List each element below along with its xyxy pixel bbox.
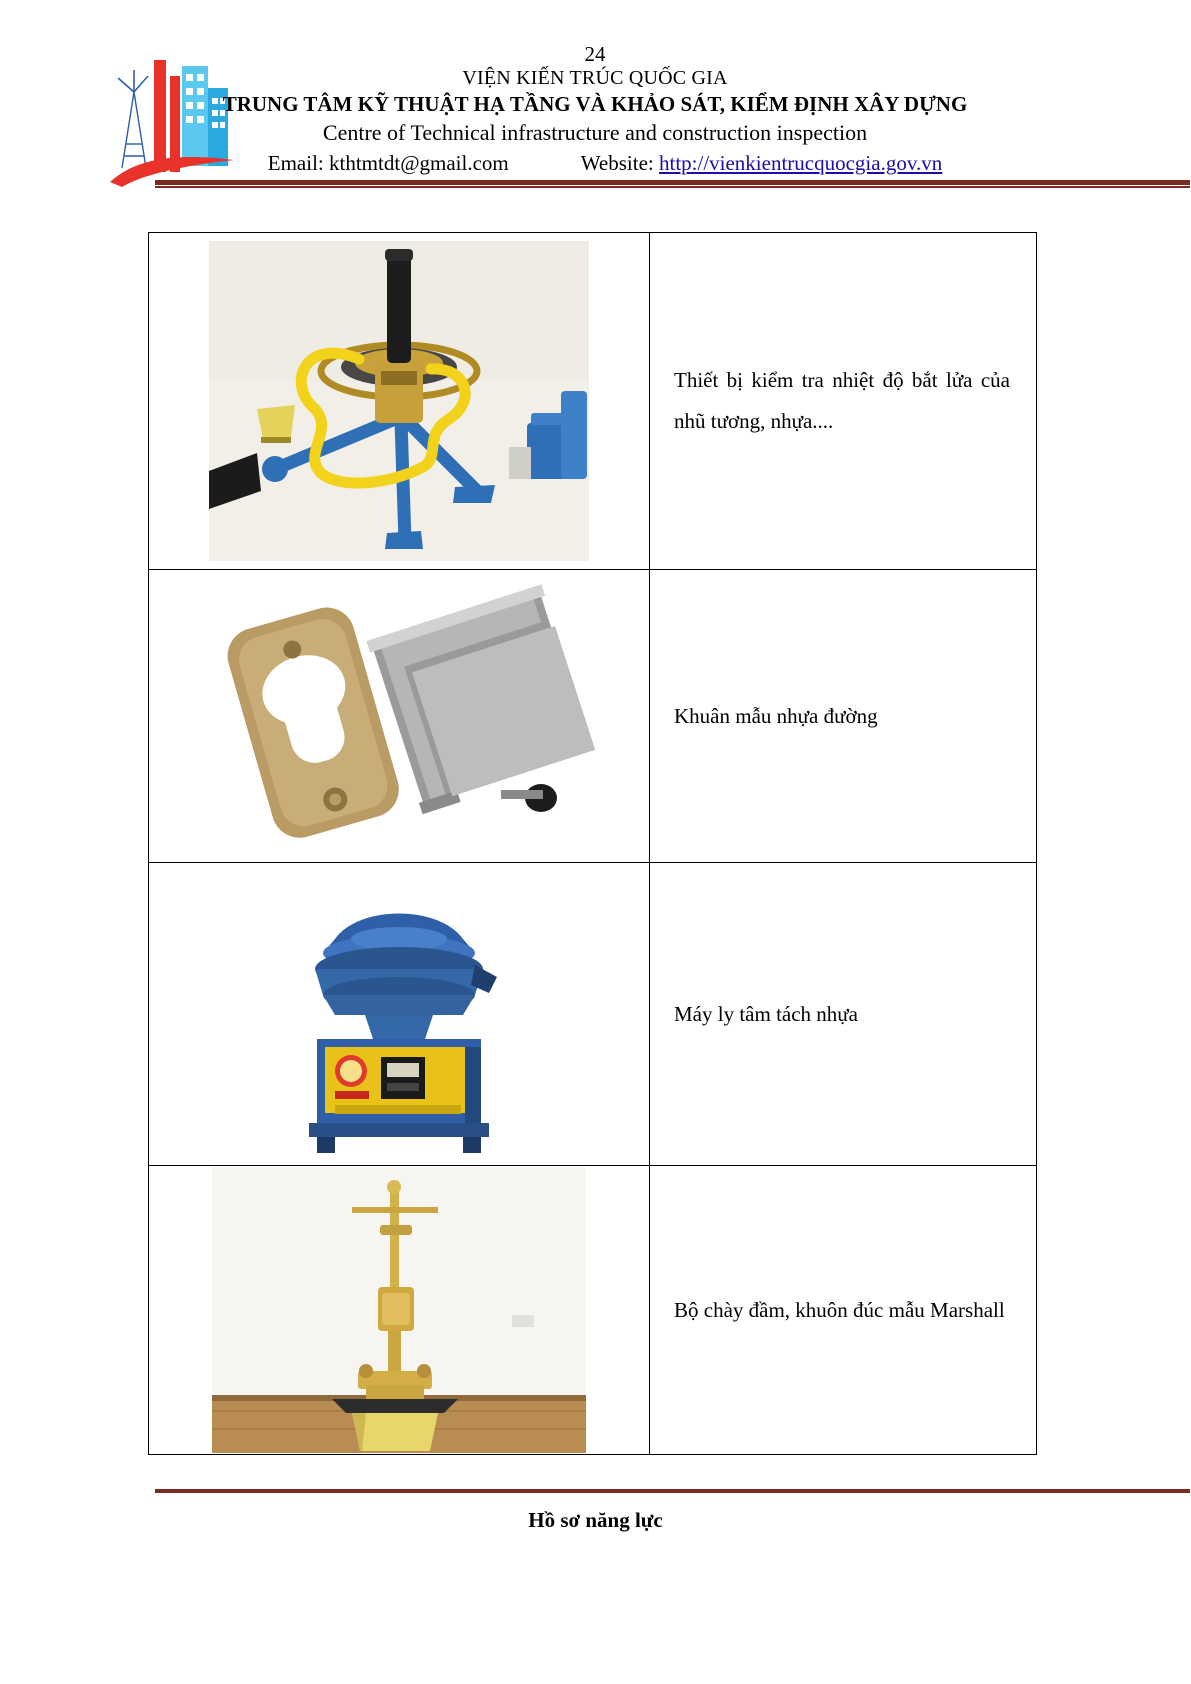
document-header: [155, 42, 1035, 177]
center-name-vi: TRUNG TÂM KỸ THUẬT HẠ TẦNG VÀ KHẢO SÁT, KIỂM ĐỊNH XÂY DỰNG: [222, 92, 968, 116]
equipment-description-cell: [650, 233, 1037, 570]
email-value: kthtmtdt@gmail.com: [329, 151, 509, 175]
equipment-table: [148, 232, 1037, 1455]
footer-text: Hồ sơ năng lực: [528, 1508, 663, 1532]
equipment-description: Máy ly tâm tách nhựa: [674, 1001, 858, 1026]
footer-divider: [155, 1489, 1190, 1493]
equipment-description-cell: [650, 863, 1037, 1166]
flash-point-tester-photo: [149, 233, 649, 569]
equipment-description: Khuân mẫu nhựa đường: [674, 703, 878, 728]
equipment-description: Thiết bị kiểm tra nhiệt độ bắt lửa của nhũ tương, nhựa....: [674, 368, 1010, 433]
website-segment: [581, 149, 942, 177]
page-number: 24: [584, 42, 606, 66]
table-row: [149, 1166, 1037, 1455]
marshall-compaction-hammer-photo: [149, 1166, 649, 1454]
organization-name-vi: VIỆN KIẾN TRÚC QUỐC GIA: [462, 67, 728, 89]
equipment-image-cell: [149, 1166, 650, 1455]
header-divider: [155, 180, 1190, 185]
centrifuge-extractor-photo: [149, 863, 649, 1165]
equipment-image-cell: [149, 233, 650, 570]
table-row: [149, 570, 1037, 863]
equipment-image-cell: [149, 570, 650, 863]
equipment-description-cell: [650, 1166, 1037, 1455]
asphalt-sample-mould-photo: [149, 570, 649, 862]
table-row: [149, 863, 1037, 1166]
header-divider-secondary: [155, 186, 1190, 188]
email-label: Email:: [267, 151, 324, 175]
table-row: [149, 233, 1037, 570]
email-segment: [268, 149, 509, 177]
contact-line: [155, 149, 1035, 177]
website-label: Website:: [580, 151, 654, 175]
website-link[interactable]: http://vienkientrucquocgia.gov.vn: [658, 151, 943, 175]
equipment-description: Bộ chày đầm, khuôn đúc mẫu Marshall: [674, 1297, 1005, 1322]
equipment-image-cell: [149, 863, 650, 1166]
center-name-en: Centre of Technical infrastructure and construction inspection: [322, 120, 868, 145]
equipment-description-cell: [650, 570, 1037, 863]
